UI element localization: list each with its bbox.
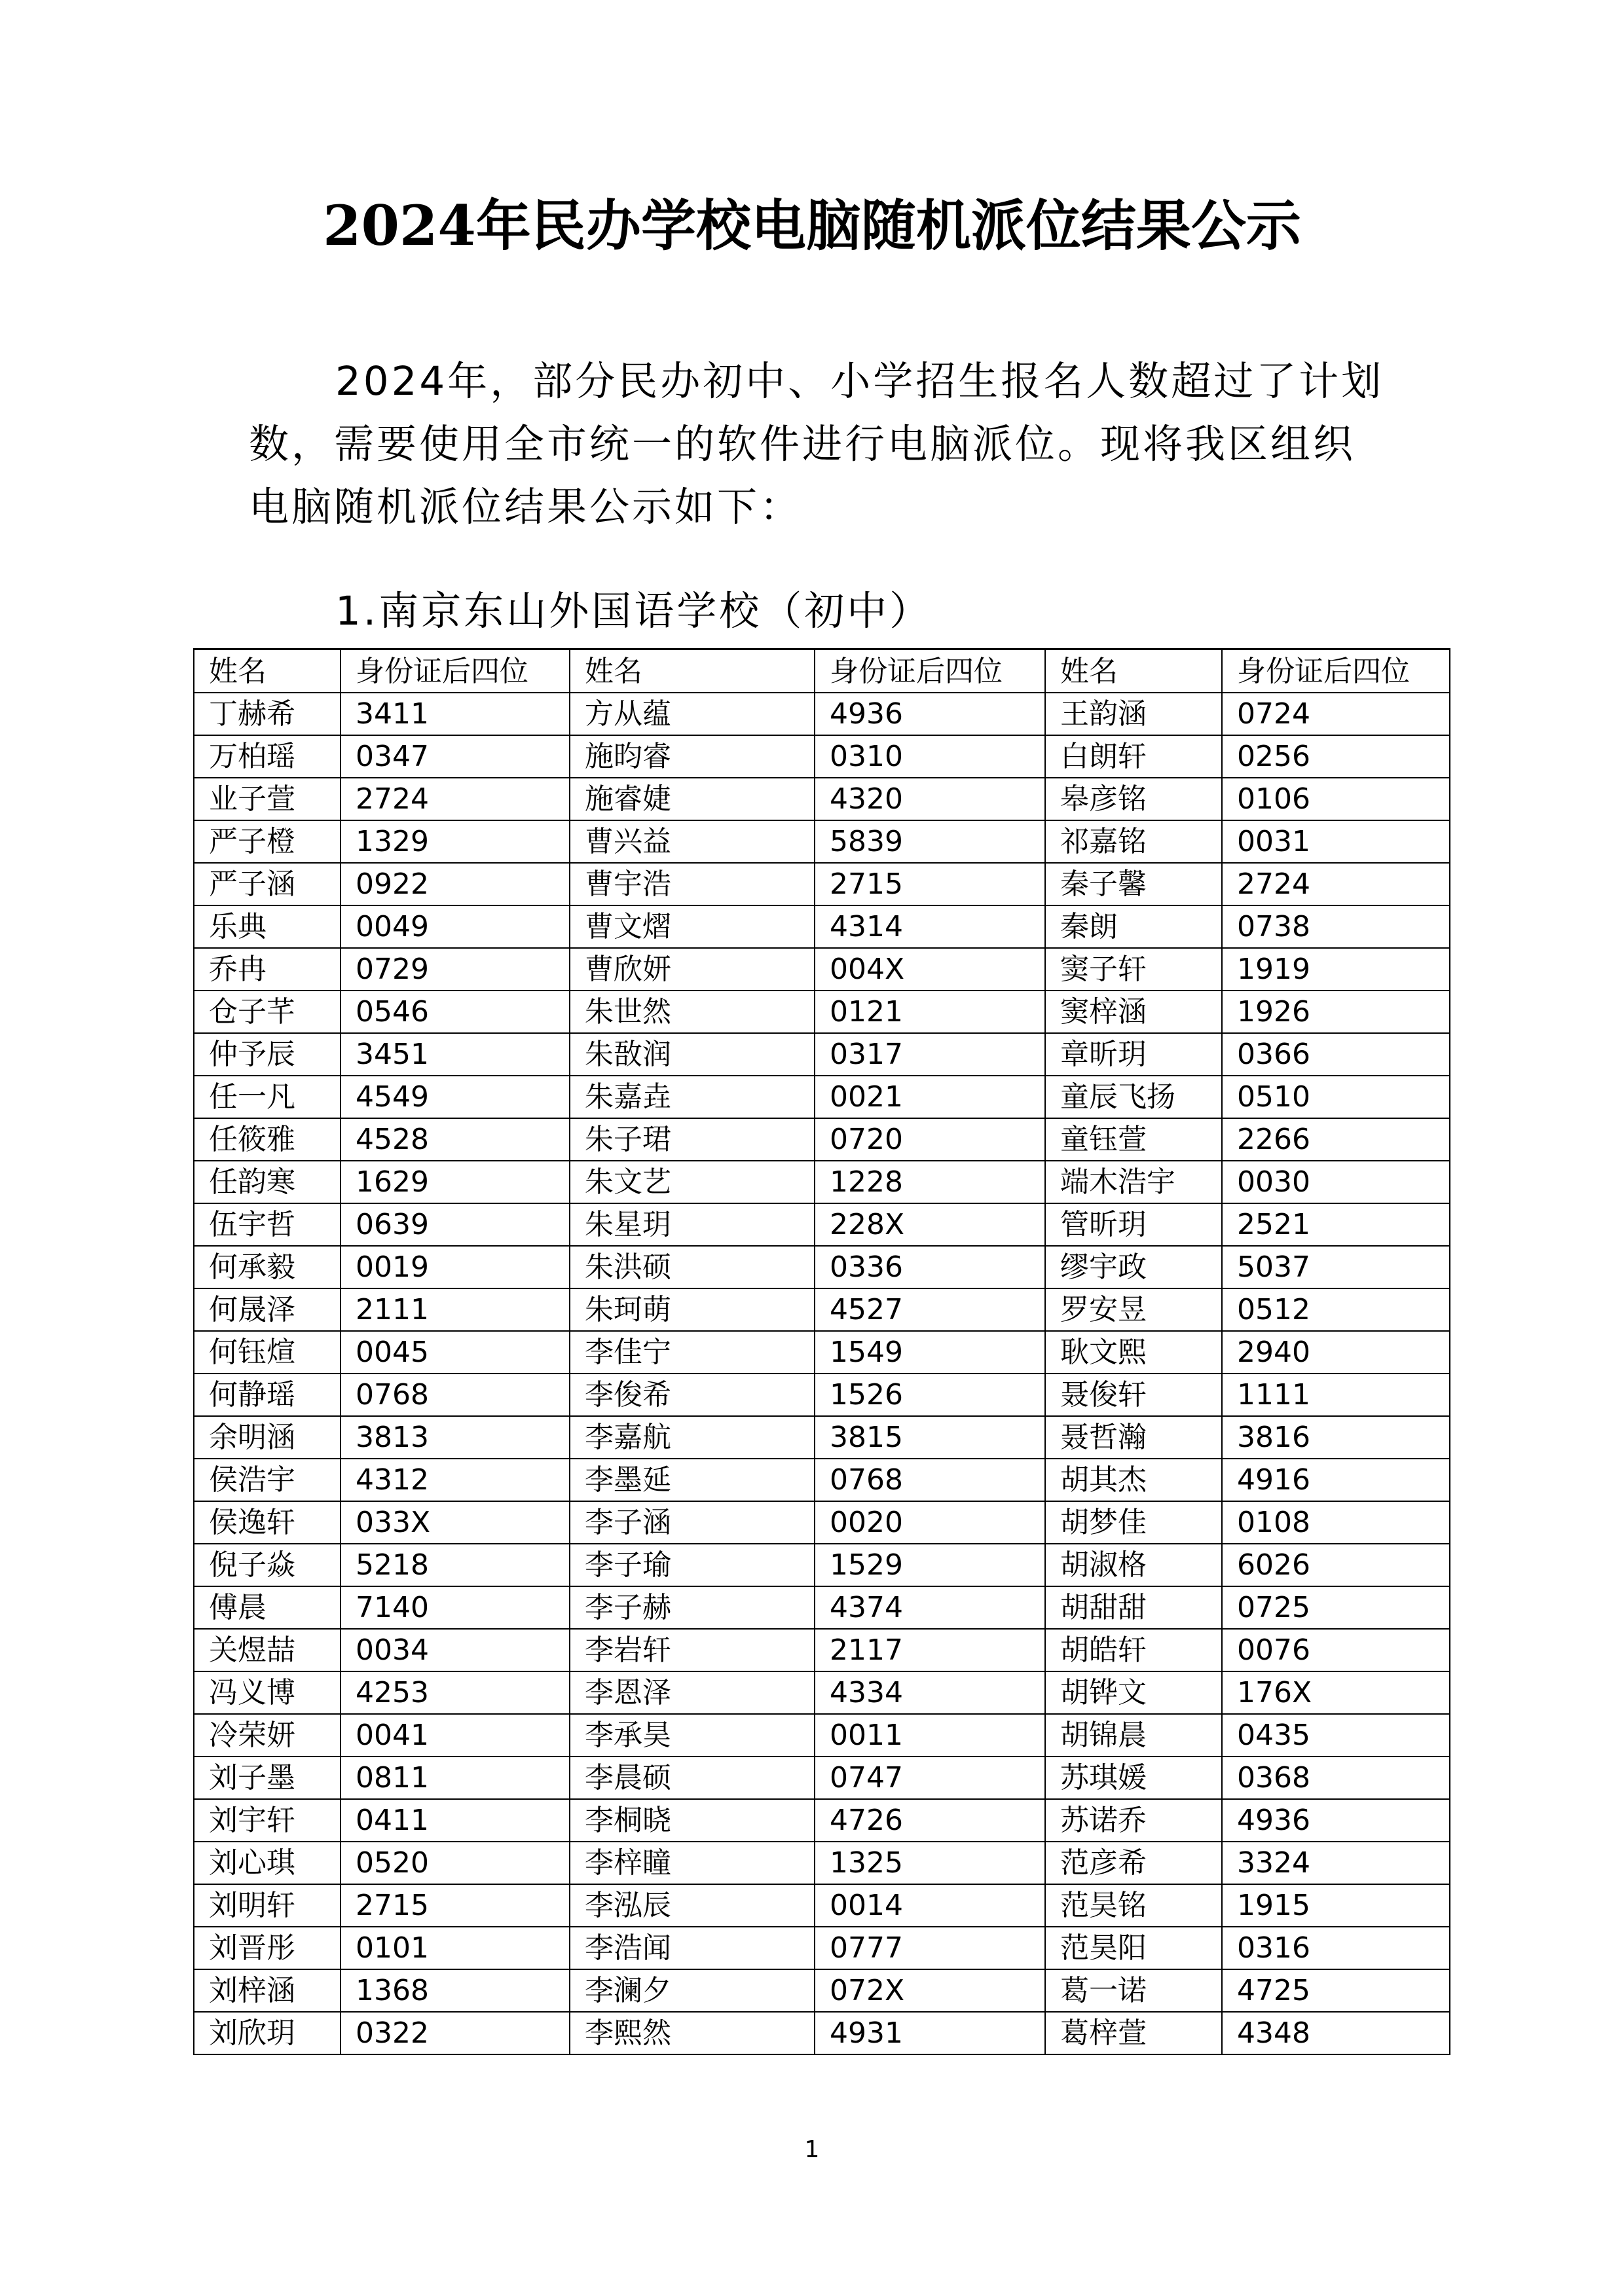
id-last-four-cell: 0811: [341, 1757, 570, 1799]
student-name-cell: 朱洪硕: [570, 1246, 815, 1288]
id-last-four-cell: 0724: [1222, 693, 1450, 735]
student-name-cell: 秦朗: [1045, 905, 1222, 948]
id-last-four-cell: 3451: [341, 1033, 570, 1076]
table-row: [194, 991, 1450, 1033]
header-name-col-3: 姓名: [1045, 649, 1222, 693]
id-last-four-cell: 0336: [815, 1246, 1045, 1288]
id-last-four-cell: 0520: [341, 1842, 570, 1884]
table-row: [194, 1927, 1450, 1969]
table-row: [194, 1246, 1450, 1288]
id-last-four-cell: 0366: [1222, 1033, 1450, 1076]
id-last-four-cell: 2724: [341, 778, 570, 820]
student-name-cell: 仓子芊: [194, 991, 341, 1033]
section-heading: 1.南京东山外国语学校（初中）: [335, 588, 932, 634]
student-name-cell: 任一凡: [194, 1076, 341, 1118]
table-row: [194, 1629, 1450, 1671]
student-name-cell: 施睿婕: [570, 778, 815, 820]
table-row: [194, 1842, 1450, 1884]
student-name-cell: 李子涵: [570, 1501, 815, 1544]
student-name-cell: 曹文熠: [570, 905, 815, 948]
student-name-cell: 李承昊: [570, 1714, 815, 1757]
id-last-four-cell: 0031: [1222, 820, 1450, 863]
id-last-four-cell: 0021: [815, 1076, 1045, 1118]
student-name-cell: 李桐晓: [570, 1799, 815, 1842]
id-last-four-cell: 1926: [1222, 991, 1450, 1033]
table-row: [194, 1374, 1450, 1416]
table-row: [194, 1799, 1450, 1842]
student-name-cell: 李子瑜: [570, 1544, 815, 1586]
student-name-cell: 曹欣妍: [570, 948, 815, 991]
id-last-four-cell: 1529: [815, 1544, 1045, 1586]
student-name-cell: 李晨硕: [570, 1757, 815, 1799]
student-name-cell: 刘子墨: [194, 1757, 341, 1799]
header-id-col-2: 身份证后四位: [815, 649, 1045, 693]
student-name-cell: 窦梓涵: [1045, 991, 1222, 1033]
table-row: [194, 1757, 1450, 1799]
student-name-cell: 朱星玥: [570, 1203, 815, 1246]
student-name-cell: 何承毅: [194, 1246, 341, 1288]
id-last-four-cell: 6026: [1222, 1544, 1450, 1586]
id-last-four-cell: 4936: [1222, 1799, 1450, 1842]
id-last-four-cell: 0030: [1222, 1161, 1450, 1203]
table-row: [194, 2012, 1450, 2054]
student-name-cell: 刘明轩: [194, 1884, 341, 1927]
id-last-four-cell: 2940: [1222, 1331, 1450, 1374]
student-name-cell: 李嘉航: [570, 1416, 815, 1459]
id-last-four-cell: 0034: [341, 1629, 570, 1671]
header-name-col-1: 姓名: [194, 649, 341, 693]
student-name-cell: 胡甜甜: [1045, 1586, 1222, 1629]
id-last-four-cell: 0020: [815, 1501, 1045, 1544]
id-last-four-cell: 4334: [815, 1671, 1045, 1714]
id-last-four-cell: 0108: [1222, 1501, 1450, 1544]
student-name-cell: 章昕玥: [1045, 1033, 1222, 1076]
student-name-cell: 聂哲瀚: [1045, 1416, 1222, 1459]
table-row: [194, 1544, 1450, 1586]
id-last-four-cell: 0512: [1222, 1288, 1450, 1331]
student-name-cell: 秦子馨: [1045, 863, 1222, 905]
student-name-cell: 童辰飞扬: [1045, 1076, 1222, 1118]
id-last-four-cell: 4320: [815, 778, 1045, 820]
id-last-four-cell: 5037: [1222, 1246, 1450, 1288]
table-row: [194, 693, 1450, 735]
id-last-four-cell: 2266: [1222, 1118, 1450, 1161]
id-last-four-cell: 072X: [815, 1969, 1045, 2012]
table-row: [194, 1416, 1450, 1459]
student-name-cell: 祁嘉铭: [1045, 820, 1222, 863]
student-name-cell: 乐典: [194, 905, 341, 948]
student-name-cell: 刘欣玥: [194, 2012, 341, 2054]
student-name-cell: 刘晋彤: [194, 1927, 341, 1969]
id-last-four-cell: 033X: [341, 1501, 570, 1544]
student-name-cell: 刘宇轩: [194, 1799, 341, 1842]
student-name-cell: 傅晨: [194, 1586, 341, 1629]
allocation-results-table: [193, 648, 1450, 2055]
id-last-four-cell: 0435: [1222, 1714, 1450, 1757]
table-row: [194, 1884, 1450, 1927]
id-last-four-cell: 2111: [341, 1288, 570, 1331]
id-last-four-cell: 4527: [815, 1288, 1045, 1331]
student-name-cell: 万柏瑶: [194, 735, 341, 778]
table-row: [194, 1501, 1450, 1544]
id-last-four-cell: 4725: [1222, 1969, 1450, 2012]
student-name-cell: 范昊阳: [1045, 1927, 1222, 1969]
id-last-four-cell: 3815: [815, 1416, 1045, 1459]
student-name-cell: 冯义博: [194, 1671, 341, 1714]
student-name-cell: 李泓辰: [570, 1884, 815, 1927]
id-last-four-cell: 228X: [815, 1203, 1045, 1246]
student-name-cell: 聂俊轩: [1045, 1374, 1222, 1416]
table-row: [194, 1459, 1450, 1501]
table-row: [194, 1288, 1450, 1331]
student-name-cell: 朱嘉垚: [570, 1076, 815, 1118]
id-last-four-cell: 0316: [1222, 1927, 1450, 1969]
table-row: [194, 1161, 1450, 1203]
id-last-four-cell: 0101: [341, 1927, 570, 1969]
student-name-cell: 侯逸轩: [194, 1501, 341, 1544]
student-name-cell: 倪子焱: [194, 1544, 341, 1586]
student-name-cell: 李佳宁: [570, 1331, 815, 1374]
id-last-four-cell: 2715: [341, 1884, 570, 1927]
id-last-four-cell: 1368: [341, 1969, 570, 2012]
page-title: 2024年民办学校电脑随机派位结果公示: [323, 193, 1301, 258]
id-last-four-cell: 4528: [341, 1118, 570, 1161]
id-last-four-cell: 0411: [341, 1799, 570, 1842]
student-name-cell: 施昀睿: [570, 735, 815, 778]
id-last-four-cell: 1325: [815, 1842, 1045, 1884]
id-last-four-cell: 0041: [341, 1714, 570, 1757]
id-last-four-cell: 2715: [815, 863, 1045, 905]
id-last-four-cell: 004X: [815, 948, 1045, 991]
id-last-four-cell: 4931: [815, 2012, 1045, 2054]
id-last-four-cell: 1919: [1222, 948, 1450, 991]
student-name-cell: 端木浩宇: [1045, 1161, 1222, 1203]
id-last-four-cell: 0121: [815, 991, 1045, 1033]
id-last-four-cell: 0322: [341, 2012, 570, 2054]
student-name-cell: 李俊希: [570, 1374, 815, 1416]
id-last-four-cell: 0076: [1222, 1629, 1450, 1671]
student-name-cell: 童钰萱: [1045, 1118, 1222, 1161]
student-name-cell: 朱珂萌: [570, 1288, 815, 1331]
student-name-cell: 范昊铭: [1045, 1884, 1222, 1927]
id-last-four-cell: 5218: [341, 1544, 570, 1586]
id-last-four-cell: 4374: [815, 1586, 1045, 1629]
student-name-cell: 耿文熙: [1045, 1331, 1222, 1374]
id-last-four-cell: 4726: [815, 1799, 1045, 1842]
id-last-four-cell: 2117: [815, 1629, 1045, 1671]
header-id-col-1: 身份证后四位: [341, 649, 570, 693]
table-body: [194, 693, 1450, 2054]
student-name-cell: 李岩轩: [570, 1629, 815, 1671]
student-name-cell: 胡其杰: [1045, 1459, 1222, 1501]
student-name-cell: 何钰煊: [194, 1331, 341, 1374]
id-last-four-cell: 0368: [1222, 1757, 1450, 1799]
id-last-four-cell: 4312: [341, 1459, 570, 1501]
id-last-four-cell: 3411: [341, 693, 570, 735]
student-name-cell: 葛梓萱: [1045, 2012, 1222, 2054]
id-last-four-cell: 1329: [341, 820, 570, 863]
id-last-four-cell: 0639: [341, 1203, 570, 1246]
id-last-four-cell: 0747: [815, 1757, 1045, 1799]
student-name-cell: 刘心琪: [194, 1842, 341, 1884]
table-row: [194, 1033, 1450, 1076]
student-name-cell: 李梓瞳: [570, 1842, 815, 1884]
student-name-cell: 冷荣妍: [194, 1714, 341, 1757]
student-name-cell: 胡锦晨: [1045, 1714, 1222, 1757]
student-name-cell: 罗安昱: [1045, 1288, 1222, 1331]
student-name-cell: 余明涵: [194, 1416, 341, 1459]
student-name-cell: 李墨延: [570, 1459, 815, 1501]
student-name-cell: 曹兴益: [570, 820, 815, 863]
id-last-four-cell: 0256: [1222, 735, 1450, 778]
table-row: [194, 1671, 1450, 1714]
student-name-cell: 缪宇政: [1045, 1246, 1222, 1288]
table-row: [194, 1118, 1450, 1161]
student-name-cell: 关煜喆: [194, 1629, 341, 1671]
id-last-four-cell: 0546: [341, 991, 570, 1033]
table-row: [194, 1586, 1450, 1629]
id-last-four-cell: 0777: [815, 1927, 1045, 1969]
id-last-four-cell: 1915: [1222, 1884, 1450, 1927]
student-name-cell: 胡梦佳: [1045, 1501, 1222, 1544]
student-name-cell: 朱敔润: [570, 1033, 815, 1076]
table-row: [194, 905, 1450, 948]
id-last-four-cell: 2724: [1222, 863, 1450, 905]
id-last-four-cell: 4936: [815, 693, 1045, 735]
student-name-cell: 胡铧文: [1045, 1671, 1222, 1714]
intro-paragraph: 2024年，部分民办初中、小学招生报名人数超过了计划数，需要使用全市统一的软件进行电脑派位。现将我区组织电脑随机派位结果公示如下：: [249, 358, 1384, 530]
student-name-cell: 仲予辰: [194, 1033, 341, 1076]
id-last-four-cell: 0317: [815, 1033, 1045, 1076]
id-last-four-cell: 0768: [815, 1459, 1045, 1501]
id-last-four-cell: 0768: [341, 1374, 570, 1416]
student-name-cell: 伍宇哲: [194, 1203, 341, 1246]
id-last-four-cell: 3816: [1222, 1416, 1450, 1459]
id-last-four-cell: 7140: [341, 1586, 570, 1629]
id-last-four-cell: 1629: [341, 1161, 570, 1203]
student-name-cell: 朱子珺: [570, 1118, 815, 1161]
table-row: [194, 1714, 1450, 1757]
table-row: [194, 863, 1450, 905]
student-name-cell: 苏琪媛: [1045, 1757, 1222, 1799]
student-name-cell: 王韵涵: [1045, 693, 1222, 735]
student-name-cell: 任筱雅: [194, 1118, 341, 1161]
student-name-cell: 曹宇浩: [570, 863, 815, 905]
table-row: [194, 1076, 1450, 1118]
student-name-cell: 严子橙: [194, 820, 341, 863]
table-row: [194, 778, 1450, 820]
header-id-col-3: 身份证后四位: [1222, 649, 1450, 693]
table-row: [194, 735, 1450, 778]
id-last-four-cell: 3813: [341, 1416, 570, 1459]
student-name-cell: 严子涵: [194, 863, 341, 905]
id-last-four-cell: 0310: [815, 735, 1045, 778]
id-last-four-cell: 0720: [815, 1118, 1045, 1161]
header-name-col-2: 姓名: [570, 649, 815, 693]
student-name-cell: 窦子轩: [1045, 948, 1222, 991]
student-name-cell: 任韵寒: [194, 1161, 341, 1203]
student-name-cell: 何晟泽: [194, 1288, 341, 1331]
student-name-cell: 管昕玥: [1045, 1203, 1222, 1246]
id-last-four-cell: 0014: [815, 1884, 1045, 1927]
id-last-four-cell: 176X: [1222, 1671, 1450, 1714]
id-last-four-cell: 0049: [341, 905, 570, 948]
student-name-cell: 李澜夕: [570, 1969, 815, 2012]
student-name-cell: 刘梓涵: [194, 1969, 341, 2012]
id-last-four-cell: 3324: [1222, 1842, 1450, 1884]
id-last-four-cell: 1228: [815, 1161, 1045, 1203]
student-name-cell: 侯浩宇: [194, 1459, 341, 1501]
id-last-four-cell: 4549: [341, 1076, 570, 1118]
id-last-four-cell: 0045: [341, 1331, 570, 1374]
id-last-four-cell: 0106: [1222, 778, 1450, 820]
id-last-four-cell: 2521: [1222, 1203, 1450, 1246]
id-last-four-cell: 0922: [341, 863, 570, 905]
id-last-four-cell: 4253: [341, 1671, 570, 1714]
table-row: [194, 948, 1450, 991]
student-name-cell: 李熙然: [570, 2012, 815, 2054]
student-name-cell: 业子萱: [194, 778, 341, 820]
id-last-four-cell: 1526: [815, 1374, 1045, 1416]
id-last-four-cell: 5839: [815, 820, 1045, 863]
student-name-cell: 胡淑格: [1045, 1544, 1222, 1586]
id-last-four-cell: 1549: [815, 1331, 1045, 1374]
id-last-four-cell: 0725: [1222, 1586, 1450, 1629]
table-row: [194, 1203, 1450, 1246]
student-name-cell: 范彦希: [1045, 1842, 1222, 1884]
id-last-four-cell: 0011: [815, 1714, 1045, 1757]
student-name-cell: 葛一诺: [1045, 1969, 1222, 2012]
table-row: [194, 1331, 1450, 1374]
student-name-cell: 李子赫: [570, 1586, 815, 1629]
student-name-cell: 白朗轩: [1045, 735, 1222, 778]
page-number: 1: [804, 2136, 820, 2163]
id-last-four-cell: 4348: [1222, 2012, 1450, 2054]
student-name-cell: 胡皓轩: [1045, 1629, 1222, 1671]
id-last-four-cell: 0019: [341, 1246, 570, 1288]
table-row: [194, 820, 1450, 863]
id-last-four-cell: 0729: [341, 948, 570, 991]
id-last-four-cell: 1111: [1222, 1374, 1450, 1416]
id-last-four-cell: 0510: [1222, 1076, 1450, 1118]
id-last-four-cell: 4916: [1222, 1459, 1450, 1501]
student-name-cell: 何静瑶: [194, 1374, 341, 1416]
student-name-cell: 苏诺乔: [1045, 1799, 1222, 1842]
id-last-four-cell: 0347: [341, 735, 570, 778]
table-row: [194, 1969, 1450, 2012]
student-name-cell: 李恩泽: [570, 1671, 815, 1714]
student-name-cell: 朱文艺: [570, 1161, 815, 1203]
table-header-row: [194, 649, 1450, 693]
id-last-four-cell: 4314: [815, 905, 1045, 948]
student-name-cell: 丁赫希: [194, 693, 341, 735]
student-name-cell: 李浩闻: [570, 1927, 815, 1969]
student-name-cell: 乔冉: [194, 948, 341, 991]
id-last-four-cell: 0738: [1222, 905, 1450, 948]
student-name-cell: 皋彦铭: [1045, 778, 1222, 820]
student-name-cell: 方从蕴: [570, 693, 815, 735]
student-name-cell: 朱世然: [570, 991, 815, 1033]
